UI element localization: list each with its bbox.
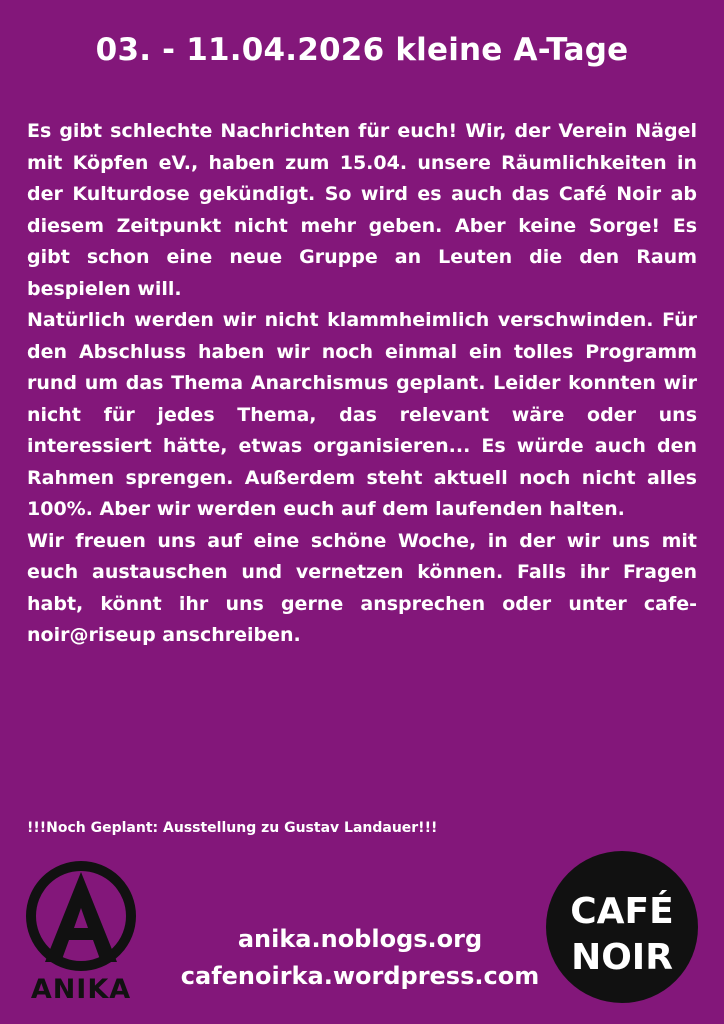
- cafe-noir-logo-line2: NOIR: [571, 937, 673, 978]
- planned-note: !!!Noch Geplant: Ausstellung zu Gustav Landauer!!!: [27, 820, 438, 836]
- announcement-text: [27, 116, 697, 652]
- page-title: 03. - 11.04.2026 kleine A-Tage: [95, 32, 629, 68]
- paragraph-program: Natürlich werden wir nicht klammheimlich verschwinden. Für den Abschluss haben wir noch einmal ein tolles Programm rund um das Thema Anarchismus geplant. Leider konnten wir nicht für jedes Thema, das relevant wäre oder uns interessiert hätte, etwas organisieren... Es würde auch den Rahmen sprengen. Außerdem steht aktuell noch nicht alles 100%. Aber wir werden euch auf dem laufenden halten.: [27, 309, 697, 520]
- anika-logo: [20, 858, 142, 1006]
- paragraph-contact: Wir freuen uns auf eine schöne Woche, in der wir uns mit euch austauschen und vernetzen können. Falls ihr Fragen habt, könnt ihr uns gerne ansprechen oder unter cafe-noir@riseup anschreiben.: [27, 529, 697, 646]
- cafe-noir-logo: [546, 851, 698, 1003]
- cafe-noir-logo-line1: CAFÉ: [570, 891, 674, 932]
- link-cafenoir[interactable]: cafenoirka.wordpress.com: [180, 962, 540, 990]
- website-links: [140, 921, 580, 995]
- anika-logo-text: ANIKA: [30, 974, 132, 1005]
- paragraph-news: Es gibt schlechte Nachrichten für euch! Wir, der Verein Nägel mit Köpfen eV., haben zum 15.04. unsere Räumlichkeiten in der Kulturdose gekündigt. So wird es auch das Café Noir ab diesem Zeitpunkt nicht mehr geben. Aber keine Sorge! Es gibt schon eine neue Gruppe an Leuten die den Raum bespielen will.: [27, 120, 697, 300]
- link-anika[interactable]: anika.noblogs.org: [237, 925, 483, 953]
- anarchy-circle-a-icon: [31, 866, 131, 966]
